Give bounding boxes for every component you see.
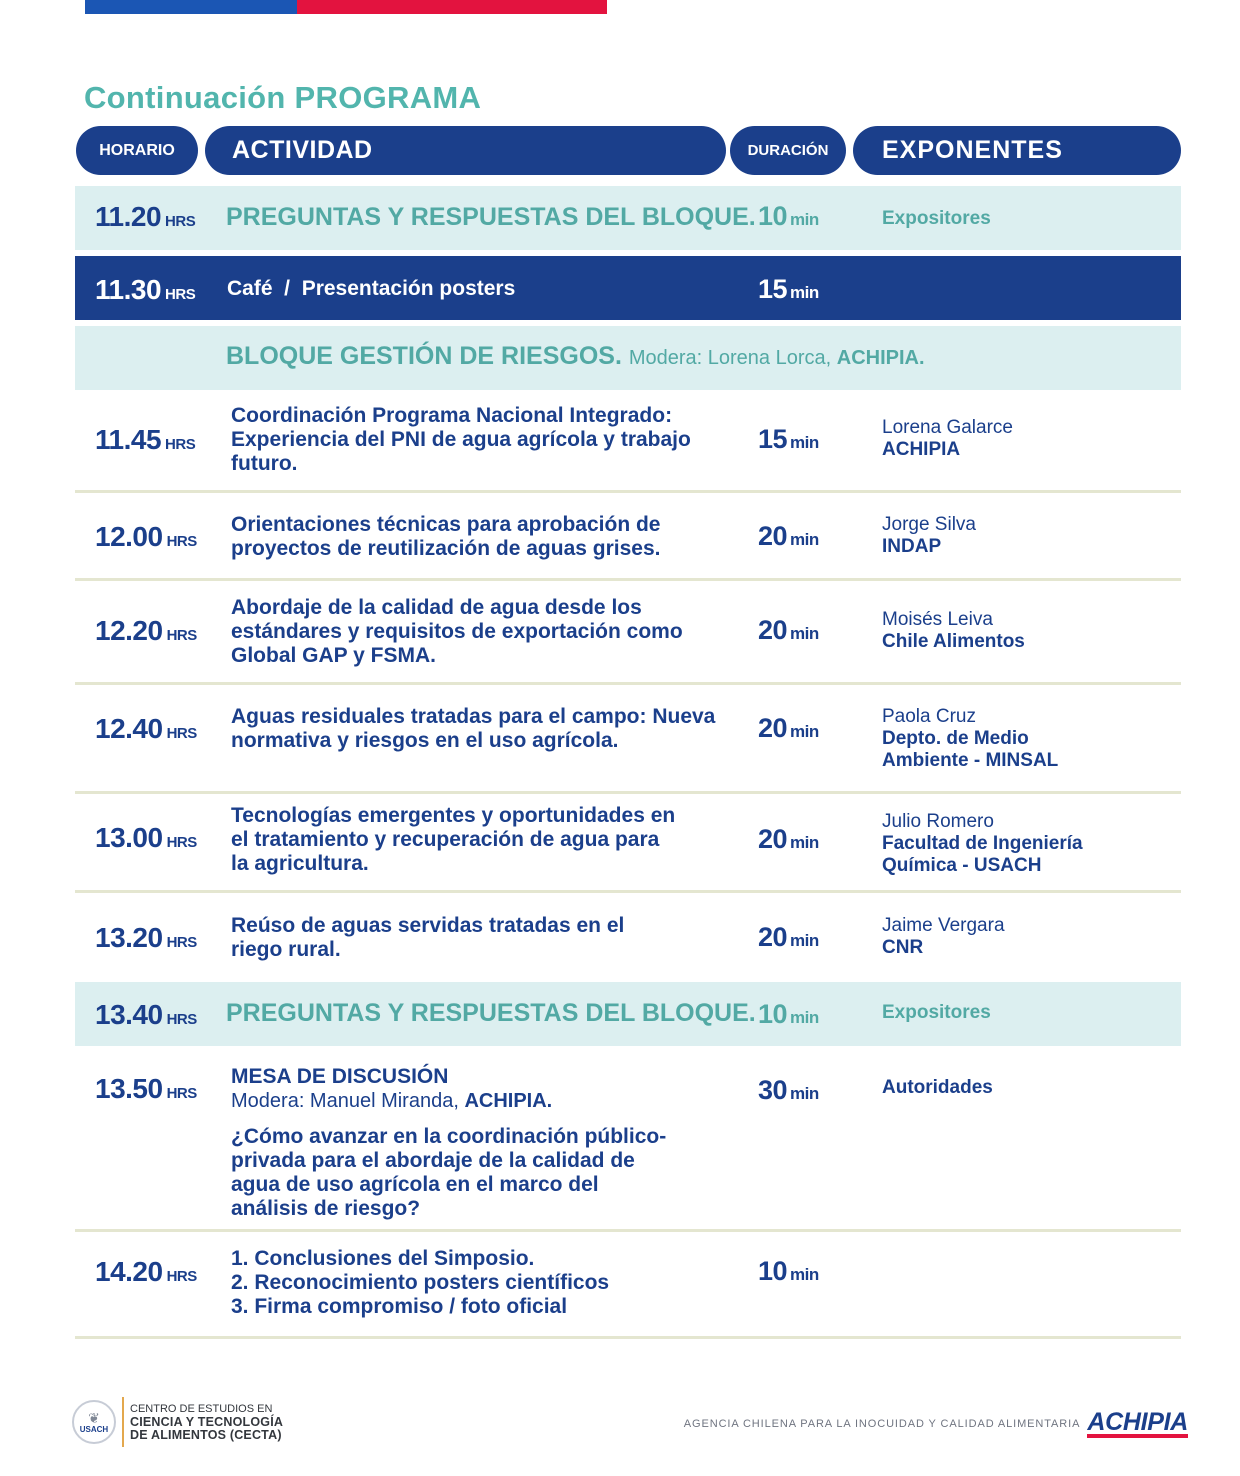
row-duration: 20 min <box>758 713 819 743</box>
row-time: 11.20 HRS <box>95 201 196 232</box>
closing-item: 2. Reconocimiento posters científicos <box>231 1271 610 1294</box>
row-duration: 15 min <box>758 274 819 304</box>
row-activity: Tecnologías emergentes y oportunidades en el tratamiento y recuperación de agua para la agricultura. <box>231 804 676 875</box>
row-duration: 15 min <box>758 424 819 454</box>
footer-achipia <box>684 1410 1188 1438</box>
header-exponentes: EXPONENTES <box>853 126 1181 175</box>
row-duration: 20 min <box>758 521 819 551</box>
speaker-name: Jorge Silva <box>882 514 976 535</box>
mesa-moderator: Modera: Manuel Miranda, ACHIPIA. <box>231 1090 553 1112</box>
agency-name: AGENCIA CHILENA PARA LA INOCUIDAD Y CALIDAD ALIMENTARIA <box>683 1418 1081 1430</box>
closing-item: 3. Firma compromiso / foto oficial <box>231 1295 568 1318</box>
row-time: 11.30 HRS <box>95 274 196 305</box>
row-duration: 10 min <box>758 201 819 231</box>
schedule-row <box>75 982 1181 1046</box>
row-duration: 20 min <box>758 615 819 645</box>
row-time: 11.45 HRS <box>95 424 196 455</box>
closing-item: 1. Conclusiones del Simposio. <box>231 1247 535 1270</box>
block-moderator: Modera: Lorena Lorca, <box>628 347 837 369</box>
cecta-label: CENTRO DE ESTUDIOS EN CIENCIA Y TECNOLOGÍA DE ALIMENTOS (CECTA) <box>130 1402 284 1442</box>
row-activity: PREGUNTAS Y RESPUESTAS DEL BLOQUE. <box>226 999 756 1027</box>
page-title: Continuación PROGRAMA <box>84 80 482 115</box>
block-header-row <box>75 326 1181 390</box>
row-duration: 30 min <box>758 1075 819 1105</box>
row-activity: Orientaciones técnicas para aprobación de proyectos de reutilización de aguas grises. <box>231 513 661 560</box>
schedule-row <box>75 186 1181 250</box>
row-time: 12.20 HRS <box>95 615 197 646</box>
row-speaker <box>882 417 1172 461</box>
schedule-row <box>75 685 1181 794</box>
row-speaker: Expositores <box>882 1002 991 1023</box>
speaker-org: Depto. de Medio Ambiente - MINSAL <box>882 728 1059 771</box>
row-duration: 10 min <box>758 999 819 1029</box>
row-time: 12.00 HRS <box>95 521 197 552</box>
row-time: 13.50 HRS <box>95 1073 197 1104</box>
footer-cecta <box>72 1396 283 1448</box>
row-activity: Reúso de aguas servidas tratadas en el riego rural. <box>231 914 625 961</box>
row-speaker <box>882 915 1172 959</box>
speaker-name: Jaime Vergara <box>882 915 1005 936</box>
speaker-org: Chile Alimentos <box>882 631 1025 652</box>
achipia-logo: ACHIPIA <box>1087 1408 1188 1436</box>
row-activity: Café / Presentación posters <box>227 277 516 300</box>
row-speaker <box>882 706 1102 772</box>
row-speaker: Autoridades <box>882 1077 993 1098</box>
row-speaker <box>882 609 1172 653</box>
row-time: 14.20 HRS <box>95 1256 197 1287</box>
speaker-org: ACHIPIA <box>882 439 961 460</box>
speaker-org: Facultad de Ingeniería Química - USACH <box>882 833 1083 876</box>
row-activity: Abordaje de la calidad de agua desde los estándares y requisitos de exportación como Global GAP y FSMA. <box>231 596 683 667</box>
block-title: BLOQUE GESTIÓN DE RIESGOS. Modera: Lorena Lorca, ACHIPIA. <box>226 342 925 370</box>
header-actividad: ACTIVIDAD <box>205 126 726 175</box>
schedule-row <box>75 390 1181 493</box>
speaker-org: INDAP <box>882 536 942 557</box>
speaker-name: Paola Cruz <box>882 706 976 727</box>
seal-emblem-icon: ❦ <box>88 1409 100 1426</box>
schedule-row <box>75 1232 1181 1339</box>
row-duration: 20 min <box>758 922 819 952</box>
schedule-row <box>75 1046 1181 1232</box>
schedule-row <box>75 794 1181 893</box>
row-activity <box>231 1247 711 1319</box>
row-time: 13.20 HRS <box>95 922 197 953</box>
row-activity <box>231 1065 671 1221</box>
speaker-org: CNR <box>882 937 924 958</box>
schedule-row <box>75 493 1181 581</box>
flag-bar-blue <box>85 0 297 14</box>
schedule-row <box>75 256 1181 320</box>
schedule-row <box>75 893 1181 982</box>
row-duration: 20 min <box>758 824 819 854</box>
row-activity: Coordinación Programa Nacional Integrado: Experiencia del PNI de agua agrícola y trabajo futuro. <box>231 404 691 475</box>
row-speaker: Expositores <box>882 208 991 229</box>
header-duracion: DURACIÓN <box>730 126 846 175</box>
mesa-question: ¿Cómo avanzar en la coordinación público-privada para el abordaje de la calidad de agua de uso agrícola en el marco del análisis de riesgo? <box>231 1125 667 1220</box>
row-duration: 10 min <box>758 1256 819 1286</box>
header-horario: HORARIO <box>76 126 198 175</box>
schedule-row <box>75 581 1181 685</box>
flag-bar-red <box>297 0 607 14</box>
row-activity: Aguas residuales tratadas para el campo: Nueva normativa y riesgos en el uso agrícola. <box>231 705 716 752</box>
usach-seal-icon: ❦ USACH <box>72 1400 116 1444</box>
mesa-title: MESA DE DISCUSIÓN <box>231 1065 449 1088</box>
row-speaker <box>882 811 1112 877</box>
speaker-name: Julio Romero <box>882 811 994 832</box>
row-speaker <box>882 514 1172 558</box>
footer-divider <box>122 1397 124 1447</box>
row-time: 13.00 HRS <box>95 822 197 853</box>
speaker-name: Moisés Leiva <box>882 609 993 630</box>
row-activity: PREGUNTAS Y RESPUESTAS DEL BLOQUE. <box>226 203 756 231</box>
row-time: 13.40 HRS <box>95 999 197 1030</box>
block-moderator-org: ACHIPIA. <box>836 347 925 369</box>
speaker-name: Lorena Galarce <box>882 417 1013 438</box>
row-time: 12.40 HRS <box>95 713 197 744</box>
